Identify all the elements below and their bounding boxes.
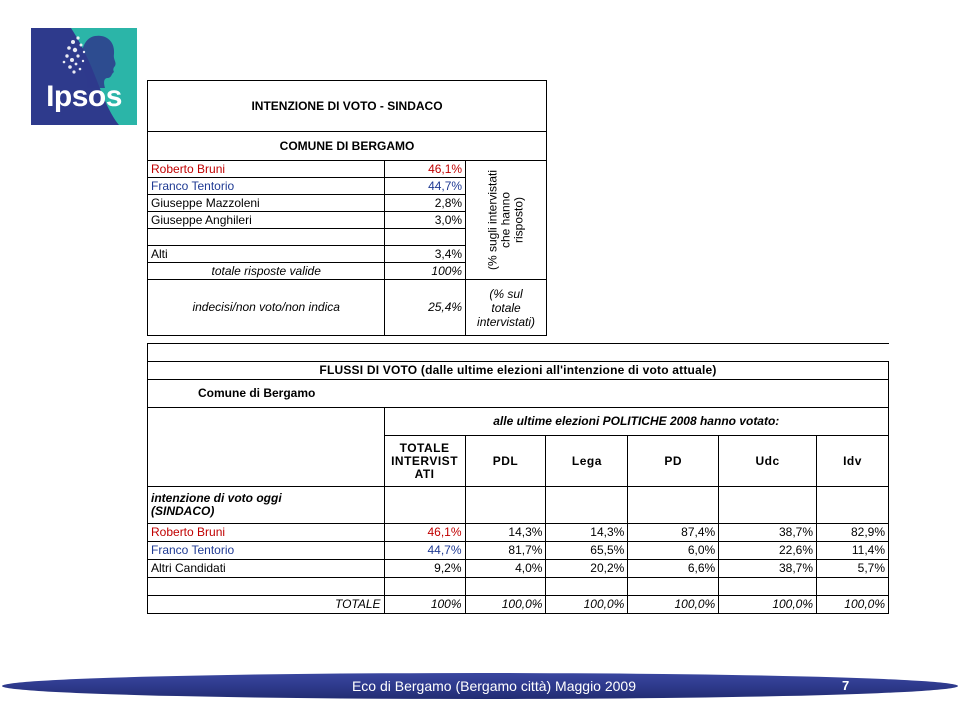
logo-text: Ipsos bbox=[46, 80, 122, 113]
ipsos-logo bbox=[31, 28, 137, 125]
total-value: 100% bbox=[385, 263, 466, 280]
cell-value: 14,3% bbox=[546, 524, 628, 542]
table1-subtitle: COMUNE DI BERGAMO bbox=[148, 132, 547, 161]
total-label: TOTALE bbox=[148, 596, 385, 614]
footer bbox=[0, 671, 960, 701]
empty-cell bbox=[719, 578, 817, 596]
total-value: 100,0% bbox=[817, 596, 889, 614]
row-label: Altri Candidati bbox=[148, 560, 385, 578]
undecided-note-line: (% sul bbox=[489, 286, 523, 301]
candidate-label: Franco Tentorio bbox=[148, 178, 385, 195]
column-header: TOTALE INTERVIST ATI bbox=[384, 436, 465, 487]
column-header: PDL bbox=[465, 436, 546, 487]
candidate-value: 46,1% bbox=[385, 161, 466, 178]
cell-value: 6,6% bbox=[628, 560, 719, 578]
empty-cell bbox=[148, 408, 385, 487]
candidate-value: 3,4% bbox=[385, 246, 466, 263]
cell-value: 9,2% bbox=[384, 560, 465, 578]
candidate-value: 2,8% bbox=[385, 195, 466, 212]
column-header: Idv bbox=[817, 436, 889, 487]
row-header-line: (SINDACO) bbox=[151, 504, 215, 518]
table2-ultime: alle ultime elezioni POLITICHE 2008 hanno votato: bbox=[384, 408, 888, 436]
footer-text: Eco di Bergamo (Bergamo città) Maggio 2009 bbox=[351, 678, 637, 694]
table-row bbox=[148, 542, 889, 560]
row-header-line: intenzione di voto oggi bbox=[151, 491, 282, 505]
page-number: 7 bbox=[842, 678, 850, 693]
candidate-label: Alti bbox=[148, 246, 385, 263]
empty-cell bbox=[628, 578, 719, 596]
empty-cell bbox=[465, 578, 546, 596]
table2-comune: Comune di Bergamo bbox=[148, 380, 889, 408]
total-value: 100,0% bbox=[546, 596, 628, 614]
empty-cell bbox=[385, 229, 466, 246]
cell-value: 87,4% bbox=[628, 524, 719, 542]
undecided-note-line: intervistati) bbox=[477, 314, 536, 329]
row-label: Roberto Bruni bbox=[148, 524, 385, 542]
candidate-label: Giuseppe Mazzoleni bbox=[148, 195, 385, 212]
total-value: 100,0% bbox=[719, 596, 817, 614]
spacer-row bbox=[148, 344, 889, 362]
side-note-line: (% sugli intervistati bbox=[485, 169, 500, 271]
empty-cell bbox=[148, 578, 385, 596]
empty-cell bbox=[465, 487, 546, 524]
undecided-value: 25,4% bbox=[385, 280, 466, 336]
candidate-label: Giuseppe Anghileri bbox=[148, 212, 385, 229]
cell-value: 14,3% bbox=[465, 524, 546, 542]
candidate-value: 44,7% bbox=[385, 178, 466, 195]
column-header: Udc bbox=[719, 436, 817, 487]
empty-cell bbox=[546, 487, 628, 524]
side-note-line: risposto) bbox=[511, 197, 526, 244]
undecided-label: indecisi/non voto/non indica bbox=[148, 280, 385, 336]
candidate-label: Roberto Bruni bbox=[148, 161, 385, 178]
vote-flow-table bbox=[147, 343, 889, 614]
total-value: 100,0% bbox=[465, 596, 546, 614]
row-header bbox=[148, 487, 385, 524]
total-value: 100,0% bbox=[628, 596, 719, 614]
cell-value: 6,0% bbox=[628, 542, 719, 560]
cell-value: 38,7% bbox=[719, 560, 817, 578]
empty-cell bbox=[719, 487, 817, 524]
undecided-note-line: totale bbox=[491, 300, 521, 315]
table2-title: FLUSSI DI VOTO (dalle ultime elezioni all'intenzione di voto attuale) bbox=[148, 362, 889, 380]
total-row bbox=[148, 596, 889, 614]
empty-cell bbox=[817, 578, 889, 596]
column-header: PD bbox=[628, 436, 719, 487]
table-row bbox=[148, 560, 889, 578]
undecided-note bbox=[466, 280, 547, 336]
cell-value: 22,6% bbox=[719, 542, 817, 560]
empty-cell bbox=[546, 578, 628, 596]
total-label: totale risposte valide bbox=[148, 263, 385, 280]
cell-value: 4,0% bbox=[465, 560, 546, 578]
total-value: 100% bbox=[384, 596, 465, 614]
side-note-line: che hanno bbox=[498, 191, 513, 249]
cell-value: 38,7% bbox=[719, 524, 817, 542]
row-label: Franco Tentorio bbox=[148, 542, 385, 560]
empty-cell bbox=[148, 229, 385, 246]
cell-value: 81,7% bbox=[465, 542, 546, 560]
cell-value: 20,2% bbox=[546, 560, 628, 578]
table1-title: INTENZIONE DI VOTO - SINDACO bbox=[148, 81, 547, 132]
cell-value: 46,1% bbox=[384, 524, 465, 542]
table-row bbox=[148, 524, 889, 542]
column-header: Lega bbox=[546, 436, 628, 487]
cell-value: 44,7% bbox=[384, 542, 465, 560]
cell-value: 5,7% bbox=[817, 560, 889, 578]
candidate-value: 3,0% bbox=[385, 212, 466, 229]
cell-value: 11,4% bbox=[817, 542, 889, 560]
empty-cell bbox=[384, 578, 465, 596]
side-note bbox=[466, 161, 547, 280]
empty-cell bbox=[817, 487, 889, 524]
cell-value: 82,9% bbox=[817, 524, 889, 542]
empty-cell bbox=[384, 487, 465, 524]
empty-cell bbox=[628, 487, 719, 524]
voting-intention-table bbox=[147, 80, 547, 336]
cell-value: 65,5% bbox=[546, 542, 628, 560]
